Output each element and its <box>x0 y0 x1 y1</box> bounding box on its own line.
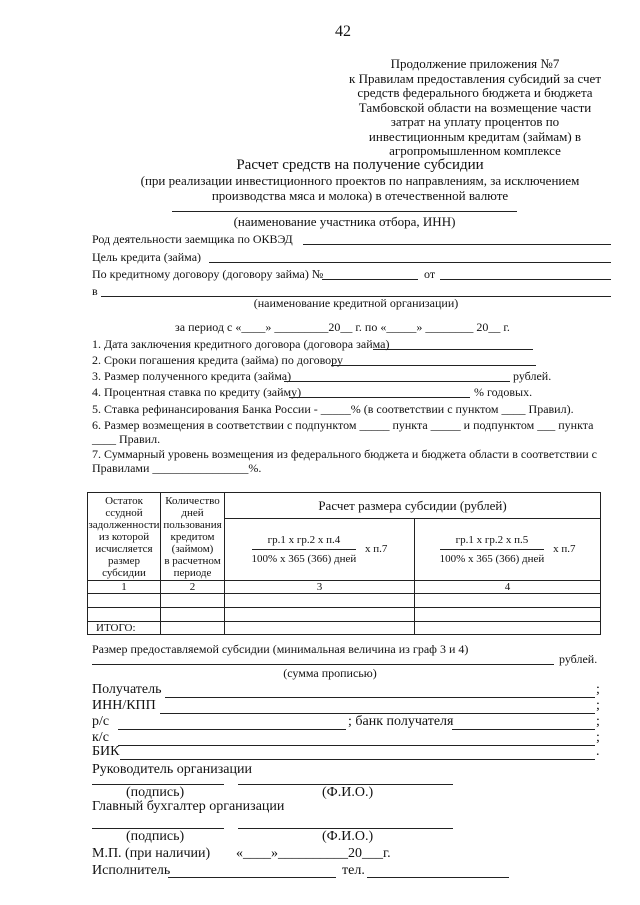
item-4-unit: % годовых. <box>474 385 533 399</box>
item-6-line2: ____ Правил. <box>92 432 161 446</box>
item-5: 5. Ставка рефинансирования Банка России - _____% (в соответствии с пунктом ____ Правил). <box>92 402 574 416</box>
semicolon: ; <box>596 682 600 697</box>
contract-number-field[interactable] <box>322 279 418 280</box>
bik-label: БИК <box>92 744 120 759</box>
appendix-line: агропромышленном комплексе <box>389 143 561 158</box>
item-1: 1. Дата заключения кредитного договора (договора займа) <box>92 337 390 351</box>
column-number: 1 <box>88 581 161 594</box>
item-7-line2: Правилами ________________%. <box>92 461 262 475</box>
appendix-line: средств федерального бюджета и бюджета <box>357 85 593 100</box>
bank-prefix: в <box>92 284 98 298</box>
appendix-line: затрат на уплату процентов по <box>390 114 560 129</box>
subsidy-label: Размер предоставляемой субсидии (минимальная величина из граф 3 и 4) <box>92 642 469 656</box>
item-1-field[interactable] <box>373 349 533 350</box>
sign-caption: (подпись) <box>126 785 185 800</box>
page-number: 42 <box>335 23 351 40</box>
subsidy-amount-field[interactable] <box>92 664 554 665</box>
document-subtitle: производства мяса и молока) в отечественной валюте <box>211 188 509 203</box>
col-1-header: Остаток ссудной задолженности из которой исчисляется размер субсидии <box>88 494 160 579</box>
item-6-line1: 6. Размер возмещения в соответствии с подпунктом _____ пункта _____ и подпунктом ___ пункта <box>92 418 594 432</box>
executor-label: Исполнитель <box>92 863 171 878</box>
semicolon: ; <box>596 730 600 745</box>
account-label: р/с <box>92 714 110 729</box>
signature-date[interactable]: «____»__________20___г. <box>236 846 391 861</box>
table-cell[interactable] <box>161 594 225 608</box>
item-3-unit: рублей. <box>513 369 552 383</box>
contract-date-field[interactable] <box>440 279 611 280</box>
item-4: 4. Процентная ставка по кредиту (займу) <box>92 385 302 399</box>
col-3-formula <box>225 519 415 581</box>
bank-field[interactable] <box>452 729 595 730</box>
appendix-line: к Правилам предоставления субсидий за счет <box>349 70 601 86</box>
total-cell[interactable] <box>415 622 601 635</box>
corr-account-field[interactable] <box>118 745 595 746</box>
table-cell[interactable] <box>415 594 601 608</box>
credit-org-caption: (наименование кредитной организации) <box>253 296 459 310</box>
okved-label: Род деятельности заемщика по ОКВЭД <box>92 232 293 246</box>
inn-label: ИНН/КПП <box>92 698 156 713</box>
okved-field[interactable] <box>303 244 611 245</box>
appendix-line: Тамбовской области на возмещение части <box>358 99 592 115</box>
appendix-reference <box>330 57 620 159</box>
executor-field[interactable] <box>168 877 336 878</box>
semicolon: ; <box>596 698 600 713</box>
item-2: 2. Сроки погашения кредита (займа) по договору <box>92 353 343 367</box>
phone-label: тел. <box>342 863 365 878</box>
purpose-label: Цель кредита (займа) <box>92 250 202 264</box>
appendix-line: инвестиционным кредитам (займам) в <box>368 128 582 144</box>
formula-numerator: гр.1 х гр.2 х п.5 <box>440 534 545 550</box>
table-cell[interactable] <box>88 594 161 608</box>
bank-label: ; банк получателя <box>348 714 454 729</box>
participant-line <box>172 211 517 212</box>
formula-denominator: 100% х 365 (366) дней <box>251 553 357 565</box>
subsidy-calculation-table <box>87 492 601 635</box>
item-3-field[interactable] <box>284 381 510 382</box>
accountant-label: Главный бухгалтер организации <box>92 799 285 814</box>
col-2-header: Количество дней пользования кредитом (займом) в расчетном периоде <box>161 493 225 581</box>
item-4-field[interactable] <box>289 397 470 398</box>
bik-field[interactable] <box>120 759 595 760</box>
column-number: 2 <box>161 581 225 594</box>
table-cell[interactable] <box>415 608 601 622</box>
contract-label: По кредитному договору (договору займа) № <box>92 267 324 281</box>
calculation-group-header: Расчет размера субсидии (рублей) <box>225 493 601 519</box>
table-cell[interactable] <box>225 594 415 608</box>
item-7-line1: 7. Суммарный уровень возмещения из федерального бюджета и бюджета области в соответствии с <box>92 447 597 461</box>
formula-denominator: 100% х 365 (366) дней <box>439 553 545 565</box>
contract-date-label: от <box>424 267 436 281</box>
table-cell[interactable] <box>225 608 415 622</box>
phone-field[interactable] <box>367 877 509 878</box>
period-line: за период с «____» _________20__ г. по «_____» ________ 20__ г. <box>175 320 510 334</box>
fio-caption: (Ф.И.О.) <box>322 785 374 800</box>
account-field[interactable] <box>118 729 346 730</box>
fio-caption: (Ф.И.О.) <box>322 829 374 844</box>
table-cell[interactable] <box>161 608 225 622</box>
formula-multiplier: х п.7 <box>365 543 388 556</box>
subsidy-caption: (сумма прописью) <box>283 666 377 680</box>
participant-caption: (наименование участника отбора, ИНН) <box>233 214 456 229</box>
total-cell[interactable] <box>161 622 225 635</box>
appendix-line: Продолжение приложения №7 <box>390 56 560 71</box>
document-title: Расчет средств на получение субсидии <box>236 157 484 173</box>
item-2-field[interactable] <box>331 365 536 366</box>
total-cell[interactable] <box>225 622 415 635</box>
table-cell[interactable] <box>88 608 161 622</box>
stamp-label: М.П. (при наличии) <box>92 846 211 861</box>
period-mark: . <box>596 744 600 759</box>
subsidy-unit: рублей. <box>559 652 598 666</box>
recipient-field[interactable] <box>165 697 595 698</box>
recipient-label: Получатель <box>92 682 162 697</box>
item-3: 3. Размер полученного кредита (займа) <box>92 369 292 383</box>
column-number: 4 <box>415 581 601 594</box>
formula-multiplier: х п.7 <box>553 543 576 556</box>
formula-numerator: гр.1 х гр.2 х п.4 <box>252 534 357 550</box>
purpose-field[interactable] <box>209 262 611 263</box>
head-label: Руководитель организации <box>92 762 252 777</box>
semicolon: ; <box>596 714 600 729</box>
corr-account-label: к/с <box>92 730 109 745</box>
column-number: 3 <box>225 581 415 594</box>
col-4-formula <box>415 519 601 581</box>
total-label: ИТОГО: <box>88 622 161 635</box>
sign-caption: (подпись) <box>126 829 185 844</box>
document-subtitle: (при реализации инвестиционного проектов по направлениям, за исключением <box>140 173 580 188</box>
